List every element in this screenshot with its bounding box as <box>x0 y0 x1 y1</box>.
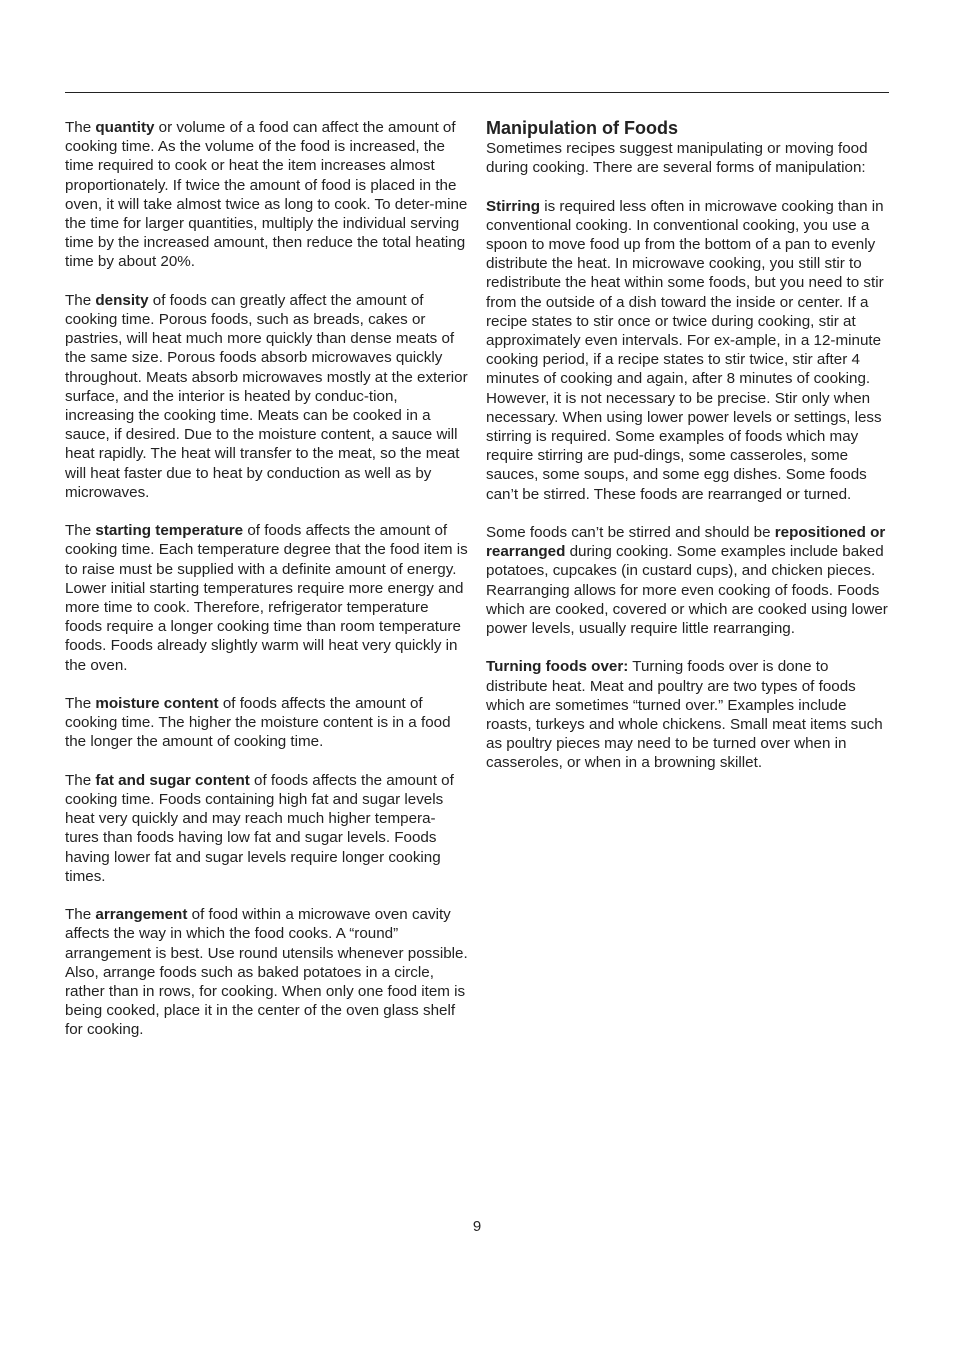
right-column <box>486 118 890 792</box>
term: density <box>95 291 149 309</box>
paragraph-starting-temperature: The starting temperature of foods affects the amount of cooking time. Each temperature degree that the food item is to raise must be supplied with a definite amount of energy. Lower initial starting temperatures require more energy and more time to cook. Therefore, refrigerator temperature foods require a longer cooking time than room temperature foods. Foods already slightly warm will heat very quickly in the oven. <box>65 522 468 674</box>
header-rule <box>65 92 889 93</box>
term: fat and sugar content <box>95 771 250 789</box>
page-number: 9 <box>472 1218 482 1235</box>
section-heading: Manipulation of Foods <box>486 118 678 138</box>
paragraph-arrangement: The arrangement of food within a microwave oven cavity affects the way in which the food cooks. A “round” arrangement is best. Use round utensils whenever possible. Also, arrange foods such as baked potatoes in a circle, rather than in rows, for cooking. When only one food item is being cooked, place it in the center of the oven glass shelf for cooking. <box>65 906 468 1039</box>
left-column <box>65 118 469 1059</box>
paragraph-repositioned: Some foods can’t be stirred and should be repositioned or rearranged during cooking. Some examples include baked potatoes, cupcakes (in custard cups), and chicken pieces. Rearranging allows for more even cooking of foods. Foods which are cooked, covered or which are cooked using lower power levels, usually require little rearranging. <box>486 524 888 638</box>
term: moisture content <box>95 695 219 713</box>
paragraph-density: The density of foods can greatly affect the amount of cooking time. Porous foods, such as breads, cakes or pastries, will heat much more quickly than dense meats of the same size. Porous foods absorb microwaves quickly throughout. Meats absorb microwaves mostly at the exterior surface, and the interior is heated by conduc-tion, increasing the cooking time. Meats can be cooked in a sauce, if desired. Due to the moisture content, a sauce will heat rapidly. The heat will transfer to the meat, so the meat will heat faster due to heat by conduction as well as by microwaves. <box>65 291 468 501</box>
paragraph-turning: Turning foods over: Turning foods over is done to distribute heat. Meat and poultry are two types of foods which are sometimes “turned over.” Examples include roasts, turkeys and whole chickens. Small meat items such as poultry pieces may need to be turned over when in casseroles, or when in a browning skillet. <box>486 658 883 772</box>
paragraph-moisture-content: The moisture content of foods affects the amount of cooking time. The higher the moisture content is in a food the longer the amount of cooking time. <box>65 695 451 751</box>
term: starting temperature <box>95 522 244 540</box>
paragraph-intro: Sometimes recipes suggest manipulating or moving food during cooking. There are several forms of manipulation: <box>486 140 868 177</box>
term: repositioned or rearranged <box>486 524 886 561</box>
term: Turning foods over: <box>486 658 629 676</box>
paragraph-fat-sugar: The fat and sugar content of foods affects the amount of cooking time. Foods containing high fat and sugar levels heat very quickly and may reach much higher tempera-tures than foods having low fat and sugar levels. Foods having lower fat and sugar levels require longer cooking times. <box>65 771 454 885</box>
term: arrangement <box>95 906 188 924</box>
paragraph-quantity: The quantity or volume of a food can affect the amount of cooking time. As the volume of the food is increased, the time required to cook or heat the item increases almost proportionately. If twice the amount of food is placed in the oven, it will take almost twice as long to cook. To deter-mine the time for larger quantities, multiply the individual serving time by the increased amount, then reduce the total heating time by about 20%. <box>65 119 468 271</box>
term: quantity <box>95 119 155 136</box>
paragraph-stirring: Stirring is required less often in microwave cooking than in conventional cooking. In conventional cooking, you use a spoon to move food up from the bottom of a pan to evenly distribute the heat. In microwave cooking, you still stir to redistribute the heat within some foods, but you need to stir from the outside of a dish toward the inside or center. If a recipe states to stir once or twice during cooking, stir at approximately even intervals. For ex-ample, in a 12-minute cooking period, if a recipe states to stir twice, stir after 4 minutes of cooking and again, after 8 minutes of cooking. However, it is not necessary to be precise. Stir only when necessary. When using lower power levels or settings, less stirring is required. Some examples of foods which may require stirring are pud-dings, some casseroles, some sauces, some soups, and some egg dishes. Some foods can’t be stirred. These foods are rearranged or turned. <box>486 197 884 503</box>
term: Stirring <box>486 197 541 215</box>
